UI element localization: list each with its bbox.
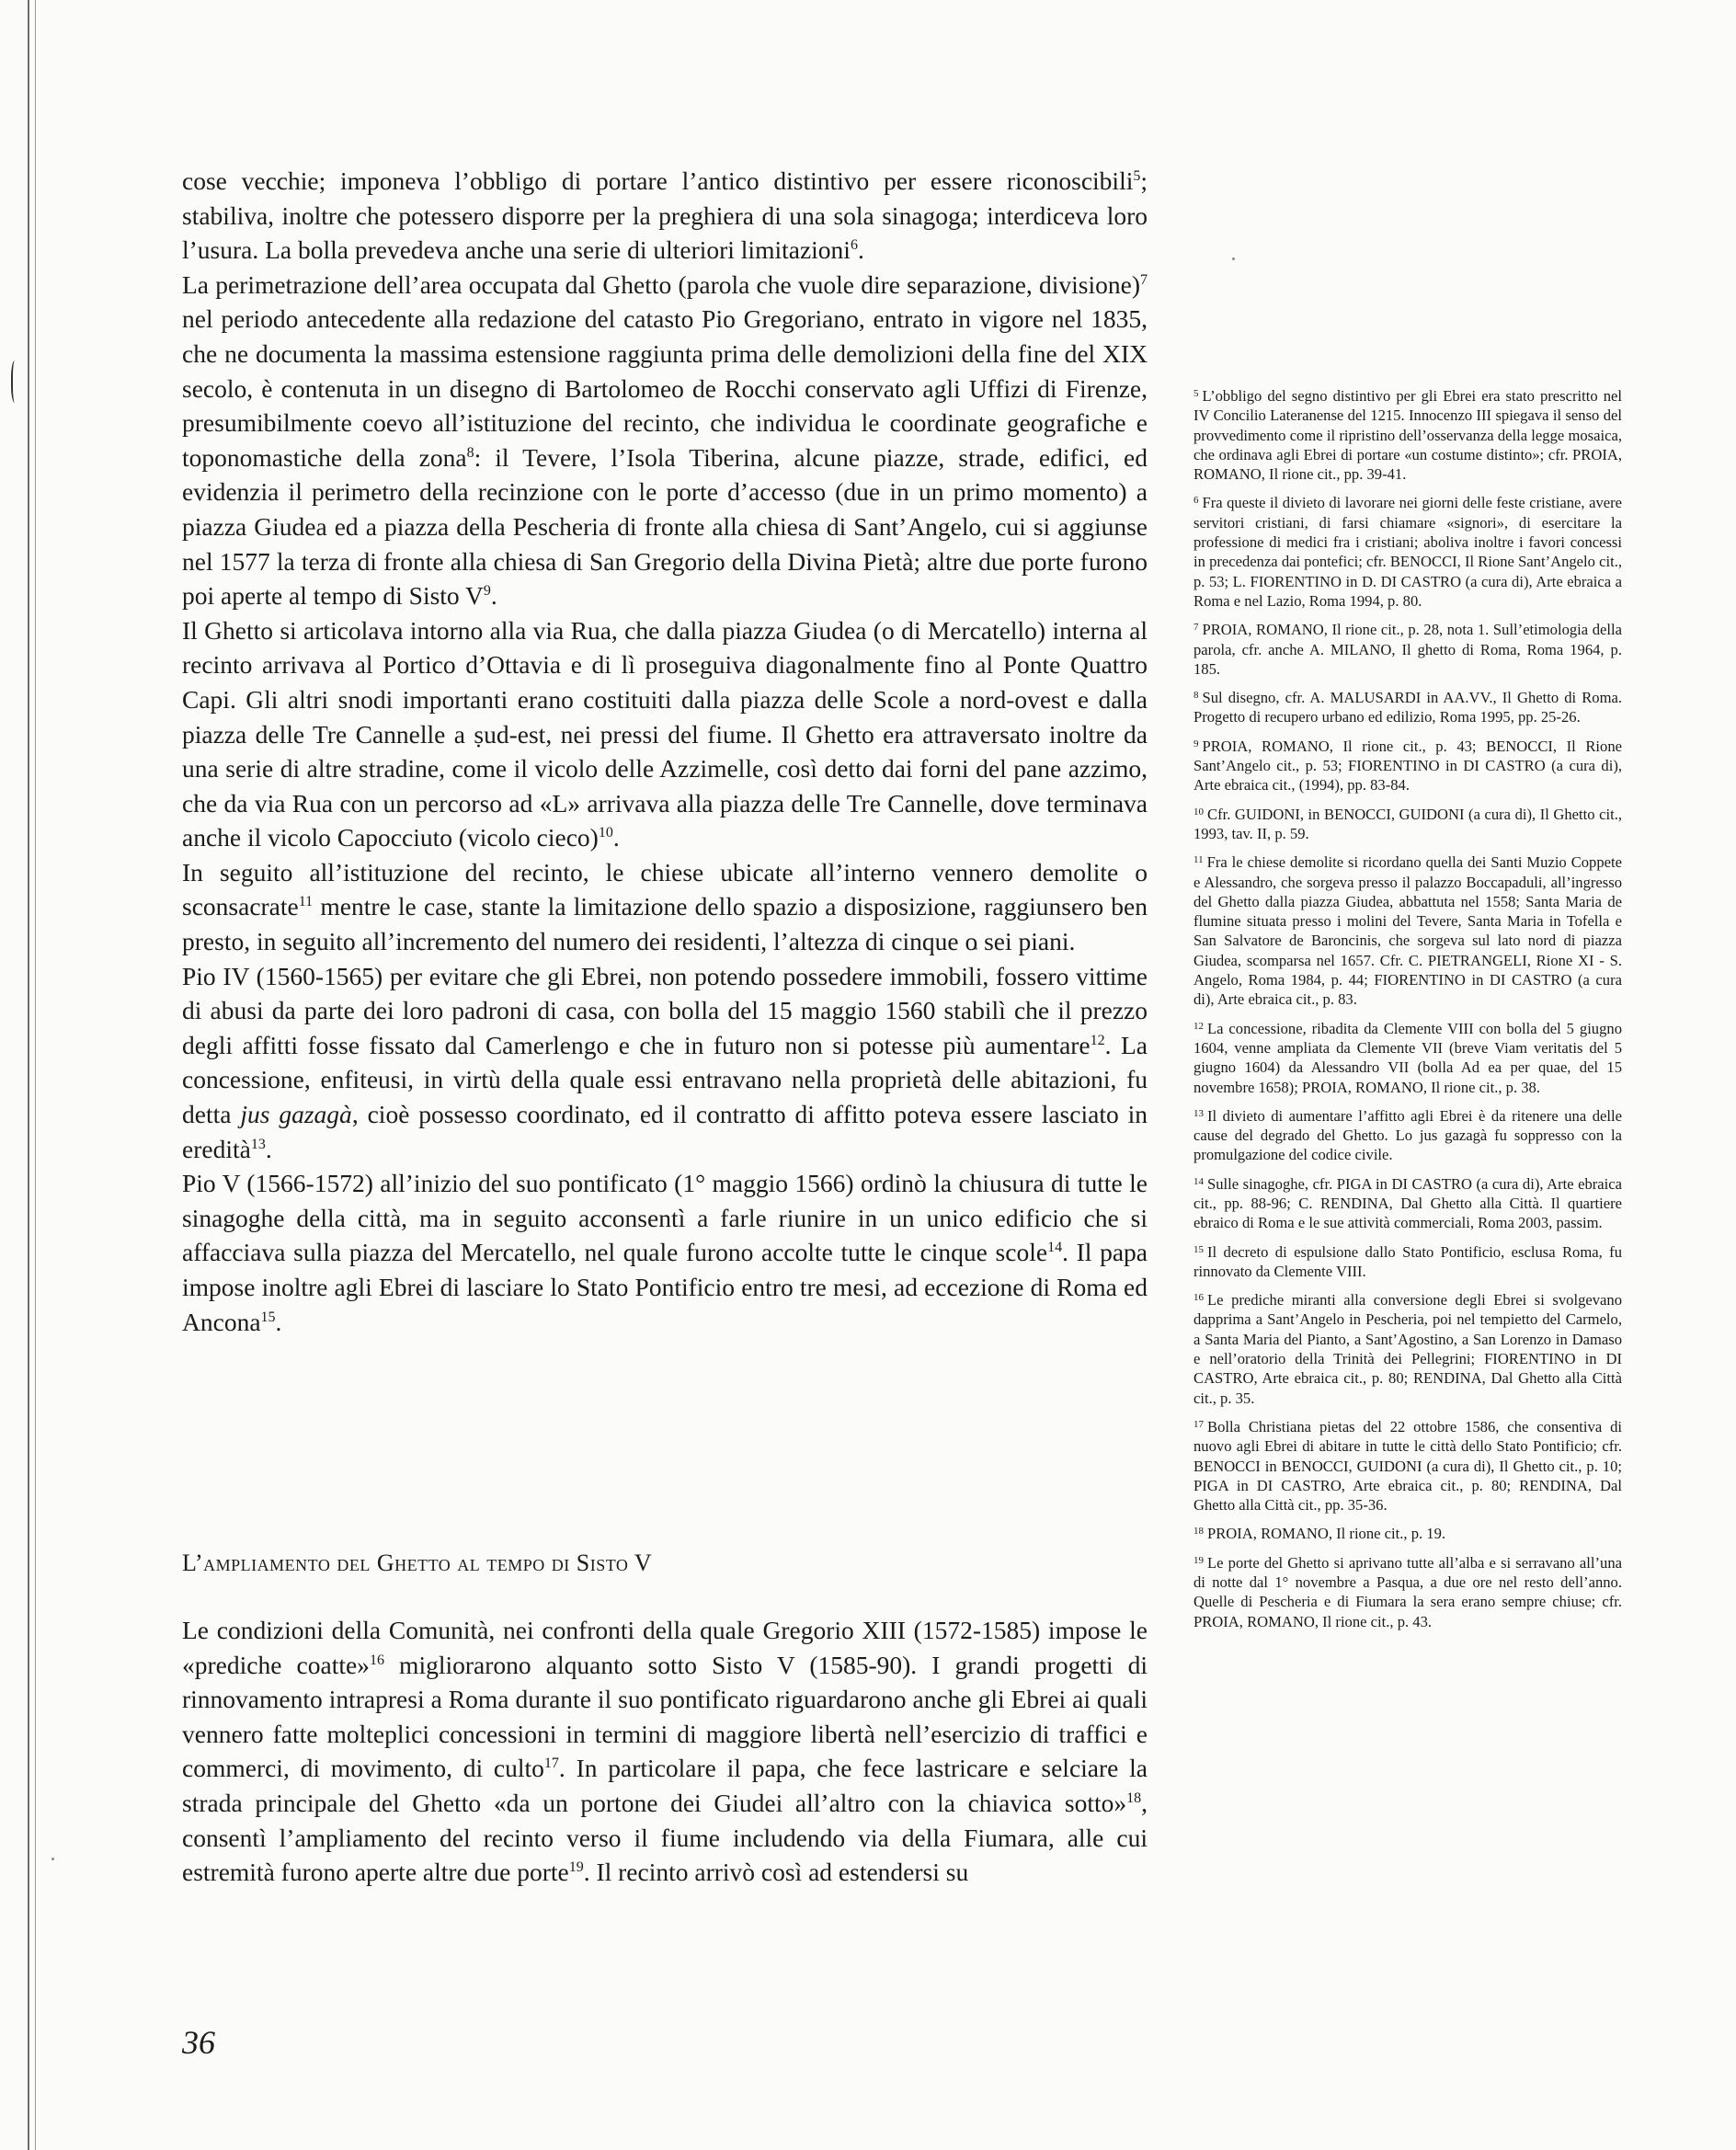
footnote	[1194, 1697, 1622, 1718]
footnote	[1194, 1725, 1622, 1746]
body-paragraph-6	[182, 1166, 1148, 1339]
footnote-number: 8	[1194, 690, 1199, 702]
footnote-text: Fra queste il divieto di lavorare nei giorni delle feste cristiane, avere servitori cristiani, di farsi chiamare «signori», di esercitare la professione di medici fra i cristiani; aboliva inoltre i favori concessi in precedenza dai pontefici; cfr. BENOCCI, Il Rione Sant’Angelo cit., p. 53; L. FIORENTINO in D. DI CASTRO (a cura di), Arte ebraica a Roma e nel Lazio, Roma 1994, p. 80.	[1194, 494, 1622, 610]
text-run: : il Tevere, l’Isola Tiberina, alcune piazze, strade, edifici, ed evidenzia il perimetro della recinzione con le porte d’accesso (due in un primo momento) a piazza Giudea ed a piazza della Pescheria di fronte alla chiesa di Sant’Angelo, cui si aggiunse nel 1577 la terza di fronte alla chiesa di San Gregorio della Divina Pietà; altre due porte furono poi aperte al tempo di Sisto V	[182, 442, 1148, 611]
footnote-text: Cfr. GUIDONI, in BENOCCI, GUIDONI (a cura di), Il Ghetto cit., 1993, tav. II, p. 59.	[1194, 805, 1622, 842]
main-text-column	[182, 164, 1148, 1339]
footnote	[1194, 803, 1622, 844]
footnote-ref-6[interactable]: 6	[850, 237, 858, 254]
body-paragraph-4	[182, 855, 1148, 959]
footnote-ref-16[interactable]: 16	[369, 1652, 384, 1668]
footnote	[1194, 491, 1622, 611]
footnote	[1194, 384, 1622, 484]
footnote	[1194, 1241, 1622, 1282]
footnote-ref-9[interactable]: 9	[483, 583, 491, 600]
footnote	[1194, 1017, 1622, 1097]
footnote-number: 15	[1194, 1243, 1204, 1255]
footnote	[1194, 851, 1622, 1009]
text-run: .	[490, 581, 497, 611]
text-run: .	[265, 1134, 272, 1163]
footnote-ref-7[interactable]: 7	[1140, 271, 1148, 288]
text-run: In seguito all’istituzione del recinto, le chiese ubicate all’interno vennero demolite o sconsacrate	[182, 857, 1148, 921]
binding-edge-line-inner	[35, 0, 36, 2150]
text-run: , cioè possesso coordinato, ed il contratto di affitto poteva essere lasciato in eredità	[182, 1100, 1148, 1163]
binding-mark	[11, 360, 20, 403]
footnote-ref-11[interactable]: 11	[298, 894, 314, 910]
footnote-number: 7	[1194, 622, 1199, 634]
text-run: migliorarono alquanto sotto Sisto V (1585-90). I grandi progetti di rinnovamento intrapresi a Roma durante il suo pontificato riguardarono anche gli Ebrei ai quali vennero fatte molteplici concessioni in termini di maggiore libertà nell’esercizio di traffici e commerci, di movimento, di culto	[182, 1650, 1148, 1783]
footnote-text: Le prediche miranti alla conversione degli Ebrei si svolgevano dapprima a Sant’Angelo in Pescheria, poi nel tempietto del Carmelo, a Santa Maria del Pianto, a Sant’Agostino, a San Lorenzo in Damaso e nell’oratorio della Trinità dei Pellegrini; FIORENTINO in DI CASTRO, Arte ebraica cit., p. 80; RENDINA, Dal Ghetto alla Città cit., p. 35.	[1194, 1291, 1622, 1407]
footnote	[1194, 1172, 1622, 1233]
footnote	[1194, 1522, 1622, 1543]
footnote	[1194, 1415, 1622, 1515]
footnote-ref-5[interactable]: 5	[1133, 168, 1141, 184]
text-run: , consentì l’ampliamento del recinto verso il fiume includendo via della Fiumara, alle cui estremità furono aperte altre due porte	[182, 1788, 1148, 1887]
text-run: Le condizioni della Comunità, nei confronti della quale Gregorio XIII (1572-1585) impose le «prediche coatte»	[182, 1616, 1148, 1679]
scan-speck	[51, 1858, 54, 1860]
footnote	[1194, 618, 1622, 679]
footnote-text: PROIA, ROMANO, Il rione cit., p. 28, nota 1. Sull’etimologia della parola, cfr. anche A. MILANO, Il ghetto di Roma, Roma 1964, p. 185.	[1194, 621, 1622, 678]
footnotes-column	[1194, 384, 1622, 1754]
footnote	[1194, 1639, 1622, 1660]
body-paragraph-5	[182, 959, 1148, 1167]
footnote-text: L’obbligo del segno distintivo per gli Ebrei era stato prescritto nel IV Concilio Lateranense del 1215. Innocenzo III spiegava il senso del provvedimento come il ripristino dell’osservanza della legge mosaica, che ordinava agli Ebrei di portare «un costume distinto»; cfr. PROIA, ROMANO, Il rione cit., pp. 39-41.	[1194, 387, 1622, 484]
text-run: Pio IV (1560-1565) per evitare che gli Ebrei, non potendo possedere immobili, fossero vittime di abusi da parte dei loro padroni di casa, con bolla del 15 maggio 1560 stabilì che il prezzo degli affitti fosse fissato dal Camerlengo e che in futuro non si potesse più aumentare	[182, 961, 1148, 1059]
footnote	[1194, 1551, 1622, 1631]
text-run: .	[857, 235, 864, 265]
text-run: Il Ghetto si articolava intorno alla via Rua, che dalla piazza Giudea (o di Mercatello) interna al recinto arrivava al Portico d’Ottavia e di lì proseguiva diagonalmente fino al Ponte Quattro Capi. Gli altri snodi importanti erano costituiti dalla piazza delle Scole a nord-ovest e dalla piazza delle Tre Cannelle a ṣud-est, nei pressi del fiume. Il Ghetto era attraversato inoltre da una serie di altre stradine, come il vicolo delle Azzimelle, così detto dai forni del pane azzimo, che da via Rua con un percorso ad «L» arrivava alla piazza delle Tre Cannelle, dove terminava anche il vicolo Capocciuto (vicolo cieco)	[182, 615, 1148, 852]
footnote-number: 6	[1194, 495, 1199, 507]
footnote-text: PROIA, ROMANO, Il rione cit., p. 19.	[1207, 1525, 1446, 1543]
page-number: 36	[182, 2024, 215, 2061]
section-text	[182, 1613, 1148, 1890]
footnote-number: 12	[1194, 1020, 1204, 1032]
text-run: mentre le case, stante la limitazione dello spazio a disposizione, raggiunsero ben presto, in seguito all’incremento del numero dei residenti, l’altezza di cinque o sei piani.	[182, 892, 1148, 956]
footnote-ref-13[interactable]: 13	[250, 1136, 266, 1152]
footnote	[1194, 1104, 1622, 1165]
footnote-text: Sulle sinagoghe, cfr. PIGA in DI CASTRO (a cura di), Arte ebraica cit., pp. 88-96; C. RENDINA, Dal Ghetto alla Città. Il quartiere ebraico di Roma e le sue attività commerciali, Roma 2003, passim.	[1194, 1174, 1622, 1232]
text-run: cose vecchie; imponeva l’obbligo di portare l’antico distintivo per essere riconoscibili	[182, 166, 1134, 195]
footnote-number: 11	[1194, 854, 1204, 866]
footnote-text: Il divieto di aumentare l’affitto agli Ebrei è da ritenere una delle cause del degrado del Ghetto. Lo jus gazagà fu soppresso con la promulgazione del codice civile.	[1194, 1106, 1622, 1164]
footnote-text: PROIA, ROMANO, Il rione cit., p. 43; BENOCCI, Il Rione Sant’Angelo cit., p. 53; FIORENTINO in DI CASTRO (a cura di), Arte ebraica cit., (1994), pp. 83-84.	[1194, 737, 1622, 795]
footnote	[1194, 686, 1622, 727]
footnote-number: 10	[1194, 806, 1204, 818]
footnote-number: 17	[1194, 1418, 1204, 1430]
text-run: La perimetrazione dell’area occupata dal Ghetto (parola che vuole dire separazione, divisione)	[182, 269, 1140, 299]
body-paragraph-7	[182, 1613, 1148, 1890]
italic-term: jus gazagà	[240, 1100, 352, 1129]
text-run: . Il papa impose inoltre agli Ebrei di lasciare lo Stato Pontificio entro tre mesi, ad eccezione di Roma ed Ancona	[182, 1238, 1148, 1336]
footnote-number: 16	[1194, 1292, 1204, 1304]
text-run: .	[275, 1307, 282, 1336]
footnote-ref-17[interactable]: 17	[543, 1755, 559, 1772]
section-heading: L’ampliamento del Ghetto al tempo di Sisto V	[182, 1550, 653, 1576]
footnote-ref-10[interactable]: 10	[598, 825, 613, 841]
text-run: . In particolare il papa, che fece lastricare e selciare la strada principale del Ghetto «da un portone dei Giudei all’altro con la chiavica sotto»	[182, 1754, 1148, 1817]
text-run: ; stabiliva, inoltre che potessero disporre per la preghiera di una sola sinagoga; interdiceva loro l’usura. La bolla prevedeva anche una serie di ulteriori limitazioni	[182, 166, 1148, 265]
text-run: . La concessione, enfiteusi, in virtù della quale essi entravano nella proprietà delle abitazioni, fu detta	[182, 1030, 1148, 1129]
text-run: . Il recinto arrivò così ad estendersi su	[583, 1858, 969, 1887]
footnote-number: 14	[1194, 1175, 1204, 1187]
footnote-text: Le porte del Ghetto si aprivano tutte all’alba e si serravano all’una di notte dal 1° novembre a Pasqua, a due ore nel resto dell’anno. Quelle di Pescheria e di Fiumara la sera erano sempre chiuse; cfr. PROIA, ROMANO, Il rione cit., p. 43.	[1194, 1553, 1622, 1630]
text-run: Pio V (1566-1572) all’inizio del suo pontificato (1° maggio 1566) ordinò la chiusura di tutte le sinagoghe della città, ma in seguito acconsentì a farle riunire in un unico edificio che si affacciava sulla piazza del Mercatello, nel quale furono accolte tutte le cinque scole	[182, 1169, 1148, 1267]
footnote-number: 5	[1194, 388, 1199, 399]
footnote-ref-14[interactable]: 14	[1047, 1240, 1063, 1256]
footnote-ref-18[interactable]: 18	[1126, 1790, 1142, 1806]
footnote-text: La concessione, ribadita da Clemente VIII con bolla del 5 giugno 1604, venne ampliata da Clemente VII (breve Viam veritatis del 5 giugno 1604) da Alessandro VII (bolla Ad ea per quae, del 15 novembre 1658); PROIA, ROMANO, Il rione cit., p. 38.	[1194, 1019, 1622, 1096]
footnote-number: 18	[1194, 1526, 1204, 1538]
body-paragraph-1	[182, 164, 1148, 268]
footnote-number: 19	[1194, 1554, 1204, 1566]
text-run: nel periodo antecedente alla redazione del catasto Pio Gregoriano, entrato in vigore nel 1835, che ne documenta la massima estensione raggiunta prima delle demolizioni della fine del XIX secolo, è contenuta in un disegno di Bartolomeo de Rocchi conservato agli Uffizi di Firenze, presumibilmente coevo all’istituzione del recinto, che individua le coordinate geografiche e toponomastiche della zona	[182, 304, 1148, 472]
text-run: .	[612, 823, 620, 852]
footnote-ref-8[interactable]: 8	[466, 444, 474, 461]
footnote	[1194, 1288, 1622, 1408]
footnote	[1194, 735, 1622, 795]
body-paragraph-3	[182, 613, 1148, 855]
binding-edge-line	[28, 0, 29, 2150]
footnote-number: 9	[1194, 738, 1199, 749]
footnote-text: Fra le chiese demolite si ricordano quella dei Santi Muzio Coppete e Alessandro, che sorgeva presso il palazzo Boccapaduli, all’ingresso del Ghetto dalla piazza Giudea, abbattuta nel 1558; Santa Maria de flumine situata presso i molini del Tevere, Santa Maria in Tofella e San Salvatore de Baroncinis, che sorgeva sul lato nord di piazza Giudea, scomparsa nel 1657. Cfr. C. PIETRANGELI, Rione XI - S. Angelo, Roma 1984, p. 44; FIORENTINO in DI CASTRO (a cura di), Arte ebraica cit., p. 83.	[1194, 853, 1622, 1009]
footnote-number: 13	[1194, 1107, 1204, 1119]
footnote-text: Sul disegno, cfr. A. MALUSARDI in AA.VV., Il Ghetto di Roma. Progetto di recupero urbano ed edilizio, Roma 1995, pp. 25-26.	[1194, 689, 1622, 726]
body-paragraph-2	[182, 268, 1148, 613]
footnote-ref-15[interactable]: 15	[260, 1309, 276, 1325]
footnote-text: Bolla Christiana pietas del 22 ottobre 1586, che consentiva di nuovo agli Ebrei di abitare in tutte le città dello Stato Pontificio; cfr. BENOCCI in BENOCCI, GUIDONI (a cura di), Il Ghetto cit., p. 10; PIGA in DI CASTRO, Arte ebraica cit., p. 80; RENDINA, Dal Ghetto alla Città cit., pp. 35-36.	[1194, 1417, 1622, 1515]
scan-speck	[1232, 257, 1235, 260]
footnote-ref-12[interactable]: 12	[1090, 1032, 1105, 1048]
footnote-text: Il decreto di espulsione dallo Stato Pontificio, esclusa Roma, fu rinnovato da Clemente VIII.	[1194, 1242, 1622, 1280]
footnote-ref-19[interactable]: 19	[568, 1859, 584, 1876]
footnote	[1194, 1667, 1622, 1688]
